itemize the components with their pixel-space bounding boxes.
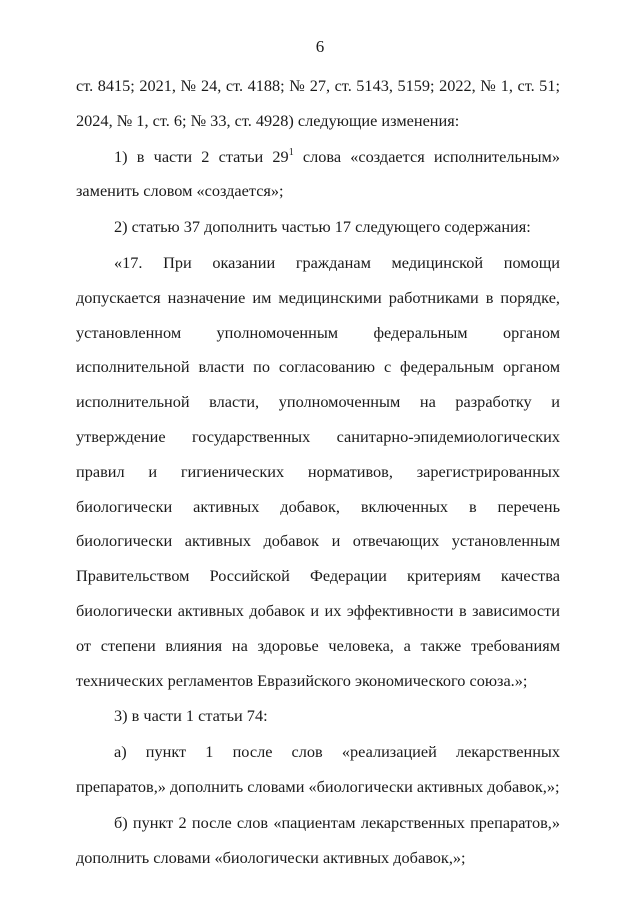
page-number: 6 bbox=[315, 37, 325, 56]
paragraph-item-3b: б) пункт 2 после слов «пациентам лекарственных препаратов,» дополнить словами «биологически активных добавок,»; bbox=[76, 812, 560, 867]
item-1-text-before: 1) в части 2 статьи 29 bbox=[114, 146, 289, 166]
item-1-text-after: слова «создается исполнительным» заменить словом «создается»; bbox=[76, 146, 560, 201]
paragraph-item-1 bbox=[76, 140, 560, 210]
item-1-superscript: 1 bbox=[288, 146, 294, 158]
paragraph-intro: ст. 8415; 2021, № 24, ст. 4188; № 27, ст. 5143, 5159; 2022, № 1, ст. 51; 2024, № 1, ст. 6; № 33, ст. 4928) следующие изменения: bbox=[76, 76, 560, 130]
paragraph-item-3a: а) пункт 1 после слов «реализацией лекарственных препаратов,» дополнить словами «биологически активных добавок,»; bbox=[76, 742, 560, 796]
paragraph-item-2: 2) статью 37 дополнить частью 17 следующего содержания: bbox=[114, 217, 531, 237]
document-body bbox=[76, 69, 560, 875]
paragraph-part-17: «17. При оказании гражданам медицинской помощи допускается назначение им медицинскими работниками в порядке, установленном уполномоченным федеральным органом исполнительной власти по согласованию с федеральным органом исполнительной власти, уполномоченным на разработку и утверждение государственных санитарно-эпидемиологических правил и гигиенических нормативов, зарегистрированных биологически активных добавок, включенных в перечень биологически активных добавок и отвечающих установленным Правительством Российской Федерации критериям качества биологически активных добавок и их эффективности в зависимости от степени влияния на здоровье человека, а также требованиям технических регламентов Евразийского экономического союза.»; bbox=[76, 252, 560, 690]
paragraph-item-3: 3) в части 1 статьи 74: bbox=[114, 706, 268, 726]
